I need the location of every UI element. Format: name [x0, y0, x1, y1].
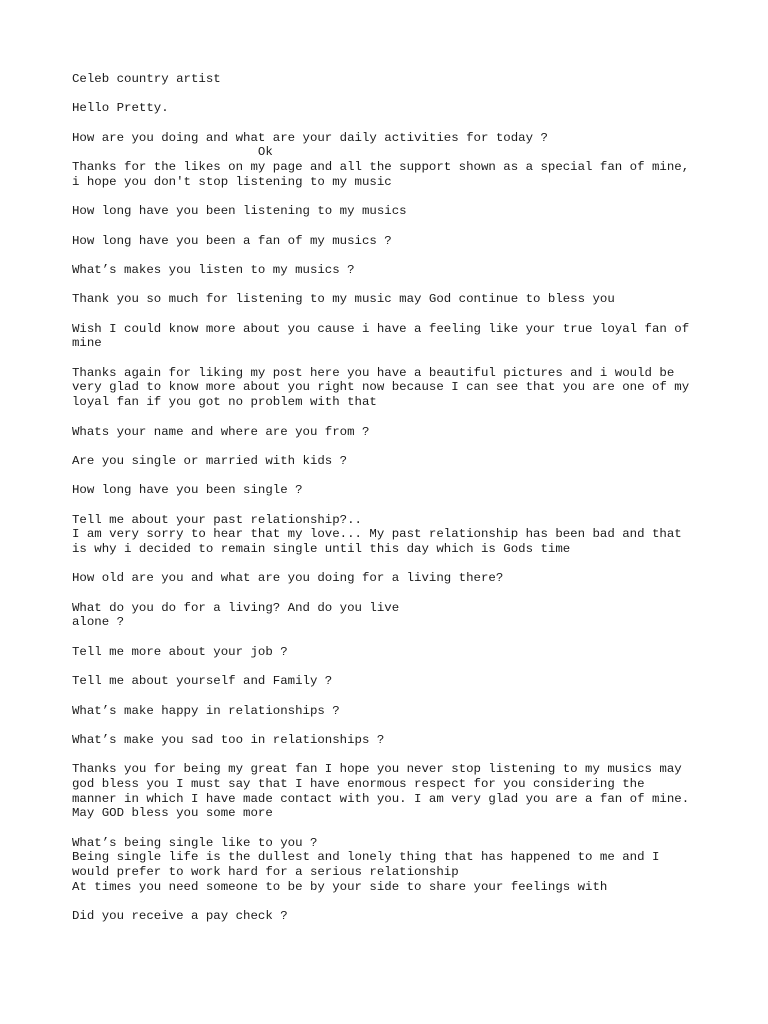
blank-line	[72, 498, 732, 513]
blank-line	[72, 557, 732, 572]
blank-line	[72, 307, 732, 322]
text-line: How long have you been listening to my musics	[72, 204, 407, 219]
text-line: Thank you so much for listening to my music may God continue to bless you	[72, 292, 615, 307]
blank-line	[72, 586, 732, 601]
text-line: Thanks for the likes on my page and all the support shown as a special fan of mine,	[72, 160, 690, 175]
blank-line	[72, 87, 732, 102]
text-line: Tell me about yourself and Family ?	[72, 674, 333, 689]
blank-line	[72, 630, 732, 645]
blank-line	[72, 351, 732, 366]
text-line: Thanks you for being my great fan I hope you never stop listening to my musics may	[72, 762, 682, 777]
text-line: Are you single or married with kids ?	[72, 453, 348, 468]
text-line: i hope you don't stop listening to my music	[72, 174, 392, 189]
blank-line	[72, 410, 732, 425]
blank-line	[72, 248, 732, 263]
text-line: What’s being single like to you ?	[72, 835, 318, 850]
text-line: What’s make you sad too in relationships ?	[72, 732, 385, 747]
blank-line	[72, 439, 732, 454]
blank-line	[72, 190, 732, 205]
text-line: god bless you I must say that I have enormous respect for you considering the	[72, 777, 645, 791]
blank-line	[72, 718, 732, 733]
blank-line	[72, 469, 732, 484]
text-line: What’s make happy in relationships ?	[72, 703, 340, 718]
blank-line	[72, 116, 732, 131]
blank-line	[72, 895, 732, 910]
blank-line	[72, 821, 732, 836]
text-line: loyal fan if you got no problem with that	[72, 395, 377, 410]
text-line: What do you do for a living? And do you live	[72, 600, 400, 615]
text-line: Celeb country artist	[72, 72, 221, 86]
blank-line	[72, 748, 732, 763]
text-line: Wish I could know more about you cause i have a feeling like your true loyal fan of	[72, 321, 690, 336]
blank-line	[72, 278, 732, 293]
text-line: Tell me more about your job ?	[72, 644, 288, 659]
text-line: May GOD bless you some more	[72, 806, 273, 821]
text-line: Whats your name and where are you from ?	[72, 424, 370, 439]
text-line: Ok	[72, 145, 273, 160]
text-line: alone ?	[72, 615, 125, 630]
text-line: At times you need someone to be by your side to share your feelings with	[72, 879, 608, 894]
blank-line	[72, 689, 732, 704]
text-line: is why i decided to remain single until this day which is Gods time	[72, 542, 571, 556]
blank-line	[72, 219, 732, 234]
blank-line	[72, 660, 732, 675]
text-line: very glad to know more about you right now because I can see that you are one of my	[72, 380, 690, 395]
document-page	[72, 72, 732, 924]
text-line: What’s makes you listen to my musics ?	[72, 262, 355, 277]
text-line: I am very sorry to hear that my love... My past relationship has been bad and that	[72, 527, 682, 542]
text-line: How long have you been single ?	[72, 483, 303, 498]
text-line: How long have you been a fan of my musics ?	[72, 233, 392, 248]
text-line: How are you doing and what are your daily activities for today ?	[72, 130, 548, 145]
text-line: manner in which I have made contact with you. I am very glad you are a fan of mine.	[72, 791, 690, 806]
text-line: Tell me about your past relationship?..	[72, 512, 362, 527]
text-line: Hello Pretty.	[72, 101, 169, 116]
text-line: would prefer to work hard for a serious relationship	[72, 865, 459, 880]
text-line: Being single life is the dullest and lonely thing that has happened to me and I	[72, 850, 660, 865]
text-line: Thanks again for liking my post here you have a beautiful pictures and i would be	[72, 365, 675, 380]
text-line: Did you receive a pay check ?	[72, 909, 288, 924]
text-line: How old are you and what are you doing for a living there?	[72, 571, 504, 586]
text-line: mine	[72, 336, 102, 351]
